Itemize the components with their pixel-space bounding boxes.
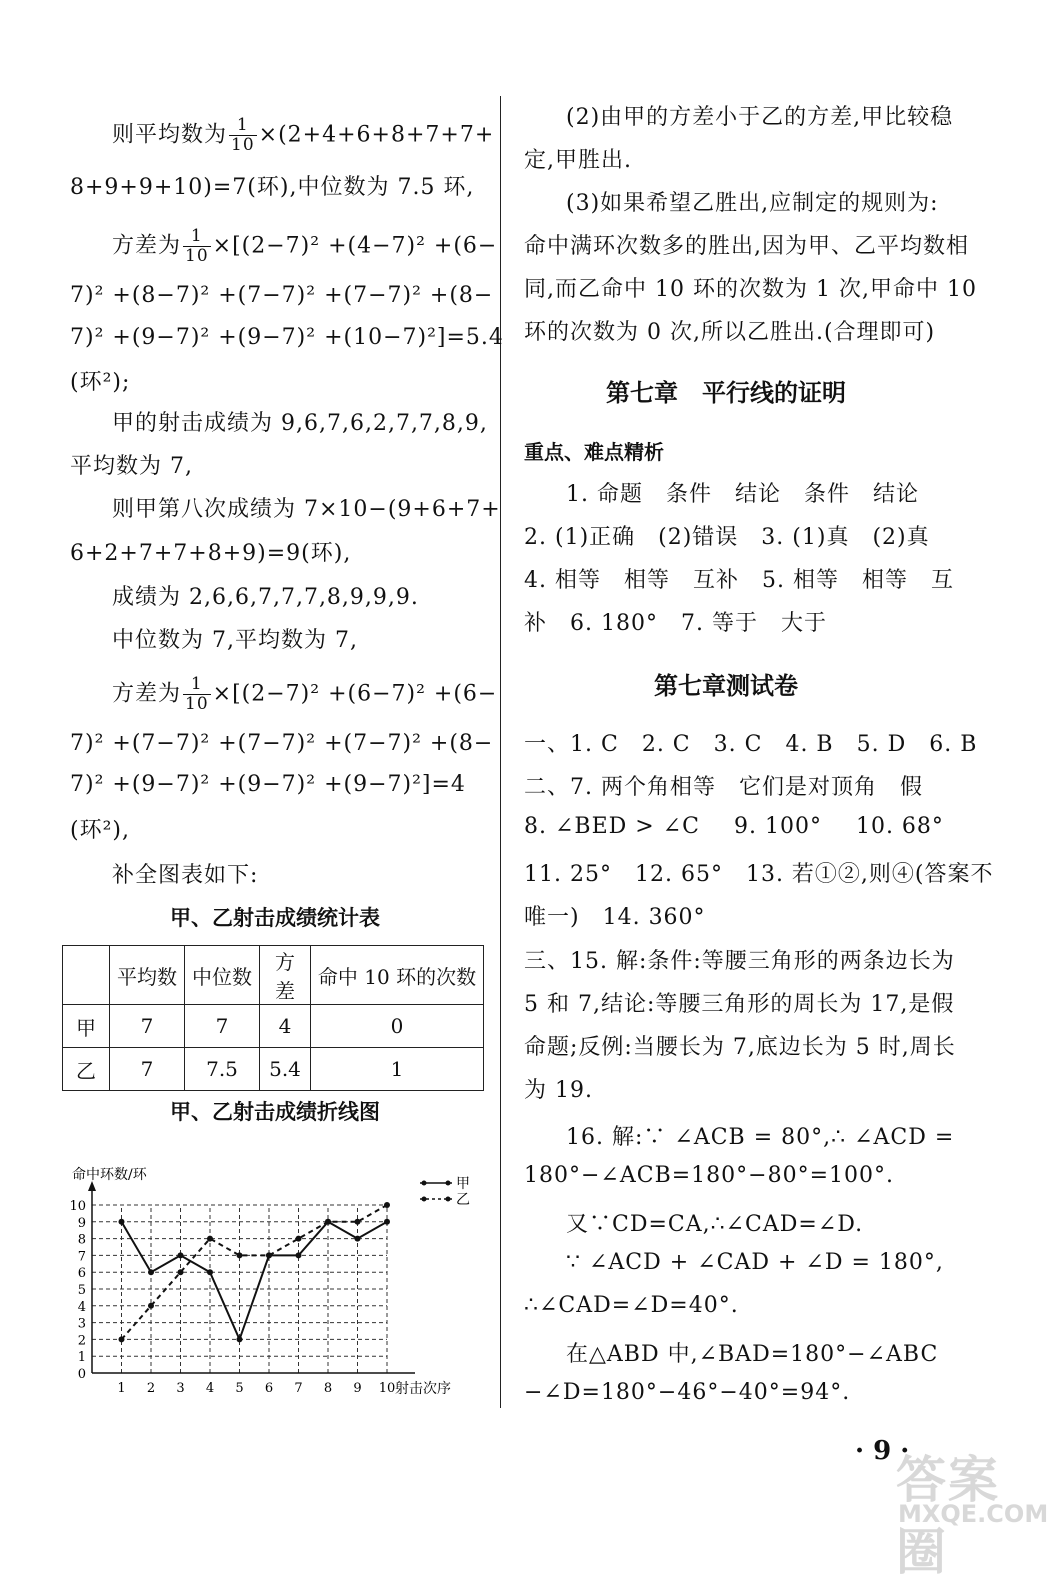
left-line-11: 成绩为 2,6,6,7,7,7,8,9,9,9. <box>112 585 419 610</box>
table-row <box>63 1005 484 1048</box>
legend-marker <box>446 1181 451 1186</box>
right-line-3: (3)如果希望乙胜出,应制定的规则为: <box>566 191 939 216</box>
x-tick-label: 3 <box>176 1381 185 1396</box>
line-chart <box>60 1150 480 1410</box>
left-line-14: 7)² +(7−7)² +(7−7)² +(7−7)² +(8− <box>70 731 494 756</box>
legend-label: 甲 <box>456 1176 470 1192</box>
right-line-k3: 4. 相等 相等 互补 5. 相等 相等 互 <box>524 568 954 593</box>
series-line-甲 <box>122 1222 388 1340</box>
right-line-1: (2)由甲的方差小于乙的方差,甲比较稳 <box>566 105 954 130</box>
right-line-s4: ∵ ∠ACD + ∠CAD + ∠D = 180°, <box>566 1250 944 1275</box>
right-line-4: 命中满环次数多的胜出,因为甲、乙平均数相 <box>524 234 969 259</box>
chart-title: 甲、乙射击成绩折线图 <box>170 1100 380 1124</box>
y-tick-label: 7 <box>77 1249 86 1265</box>
table-cell: 7 <box>110 1005 185 1048</box>
y-tick-label: 1 <box>77 1350 86 1366</box>
table-cell: 甲 <box>63 1005 110 1048</box>
data-point <box>119 1219 125 1225</box>
x-tick-label: 4 <box>205 1381 215 1396</box>
right-line-s3: 又∵CD=CA,∴∠CAD=∠D. <box>566 1212 864 1237</box>
x-axis-label: 射击次序 <box>395 1381 451 1397</box>
right-line-2: 定,甲胜出. <box>524 148 632 173</box>
table-cell: 乙 <box>63 1048 110 1091</box>
left-line-1: 则平均数为 $\frac{1}{10}$ ×(2+4+6+8+7+7+ <box>112 115 495 155</box>
chapter-title: 第七章 平行线的证明 <box>606 379 846 407</box>
table-header-row <box>63 946 484 1005</box>
left-line-7: 甲的射击成绩为 9,6,7,6,2,7,7,8,9, <box>112 411 488 436</box>
legend-label: 乙 <box>456 1192 470 1208</box>
y-tick-label: 8 <box>77 1232 86 1248</box>
table-cell: 4 <box>260 1005 311 1048</box>
y-tick-label: 3 <box>77 1316 86 1332</box>
right-line-5: 同,而乙命中 10 环的次数为 1 次,甲命中 10 <box>524 277 977 302</box>
right-line-t4: 11. 25° 12. 65° 13. 若①②,则④(答案不 <box>524 862 994 887</box>
left-line-4: 7)² +(8−7)² +(7−7)² +(7−7)² +(8− <box>70 283 494 308</box>
data-point <box>178 1252 184 1258</box>
right-line-t7: 5 和 7,结论:等腰三角形的周长为 17,是假 <box>524 992 955 1017</box>
fraction: $\frac{1}{10}$ <box>231 115 255 155</box>
data-point <box>148 1303 154 1309</box>
y-tick-label: 2 <box>77 1333 86 1349</box>
table-cell: 命中 10 环的次数 <box>311 946 484 1005</box>
x-tick-label: 10 <box>378 1381 396 1396</box>
legend-marker <box>422 1181 427 1186</box>
section-heading: 重点、难点精析 <box>524 440 664 464</box>
table-cell: 中位数 <box>185 946 260 1005</box>
right-line-t5: 唯一) 14. 360° <box>524 905 706 930</box>
y-axis-label: 命中环数/环 <box>72 1167 147 1183</box>
fraction: $\frac{1}{10}$ <box>185 226 209 266</box>
right-line-s6: 在△ABD 中,∠BAD=180°−∠ABC <box>566 1342 939 1367</box>
left-line-16: (环²), <box>70 818 130 843</box>
data-point <box>325 1219 331 1225</box>
fraction: $\frac{1}{10}$ <box>185 674 209 714</box>
data-point <box>355 1236 361 1242</box>
legend-marker <box>446 1197 451 1202</box>
x-tick-label: 7 <box>294 1381 303 1396</box>
data-point <box>296 1252 302 1258</box>
column-divider <box>500 96 501 1408</box>
right-line-t6: 三、15. 解:条件:等腰三角形的两条边长为 <box>524 949 955 974</box>
right-line-t8: 命题;反例:当腰长为 7,底边长为 5 时,周长 <box>524 1035 956 1060</box>
left-line-15: 7)² +(9−7)² +(9−7)² +(9−7)²]=4 <box>70 772 466 797</box>
right-line-s2: 180°−∠ACB=180°−80°=100°. <box>524 1163 895 1188</box>
table-row <box>63 1048 484 1091</box>
table-cell: 方差 <box>260 946 311 1005</box>
right-line-t2: 二、7. 两个角相等 它们是对顶角 假 <box>524 775 923 800</box>
right-line-t9: 为 19. <box>524 1078 593 1103</box>
table-cell: 0 <box>311 1005 484 1048</box>
right-line-t3: 8. ∠BED > ∠C 9. 100° 10. 68° <box>524 814 944 839</box>
left-line-2: 8+9+9+10)=7(环),中位数为 7.5 环, <box>70 175 475 200</box>
stats-table <box>62 945 484 1091</box>
y-tick-label: 5 <box>77 1283 86 1298</box>
data-point <box>207 1269 213 1275</box>
left-line-13: 方差为 $\frac{1}{10}$ ×[(2−7)² +(6−7)² +(6− <box>112 674 498 714</box>
watermark-logo: 答案圈 MXQE.COM <box>896 1451 1048 1581</box>
data-point <box>207 1236 213 1242</box>
data-point <box>237 1252 243 1258</box>
data-point <box>266 1252 272 1258</box>
x-tick-label: 6 <box>264 1381 274 1396</box>
right-line-t1: 一、1. C 2. C 3. C 4. B 5. D 6. B <box>524 732 978 757</box>
data-point <box>384 1202 390 1208</box>
x-tick-label: 1 <box>117 1381 126 1396</box>
data-point <box>384 1219 390 1225</box>
y-tick-label: 9 <box>77 1215 86 1231</box>
y-tick-label: 4 <box>77 1299 86 1315</box>
x-tick-label: 8 <box>323 1381 333 1396</box>
table-cell: 7.5 <box>185 1048 260 1091</box>
data-point <box>148 1269 154 1275</box>
right-line-k2: 2. (1)正确 (2)错误 3. (1)真 (2)真 <box>524 525 930 550</box>
right-line-6: 环的次数为 0 次,所以乙胜出.(合理即可) <box>524 320 936 345</box>
left-line-12: 中位数为 7,平均数为 7, <box>112 628 358 653</box>
table-cell: 7 <box>110 1048 185 1091</box>
table-cell: 7 <box>185 1005 260 1048</box>
data-point <box>119 1336 125 1342</box>
left-line-5: 7)² +(9−7)² +(9−7)² +(10−7)²]=5.4 <box>70 325 504 350</box>
y-tick-label: 0 <box>77 1367 86 1382</box>
right-line-k4: 补 6. 180° 7. 等于 大于 <box>524 611 827 636</box>
left-line-9: 则甲第八次成绩为 7×10−(9+6+7+ <box>112 497 501 522</box>
left-line-8: 平均数为 7, <box>70 454 193 479</box>
left-line-3: 方差为 $\frac{1}{10}$ ×[(2−7)² +(4−7)² +(6− <box>112 226 498 266</box>
data-point <box>296 1236 302 1242</box>
x-tick-label: 5 <box>235 1381 244 1396</box>
right-line-s7: −∠D=180°−46°−40°=94°. <box>524 1380 851 1405</box>
page-number: · 9 · <box>855 1436 910 1466</box>
left-line-6: (环²); <box>70 370 131 395</box>
table-cell: 平均数 <box>110 946 185 1005</box>
x-tick-label: 9 <box>353 1381 362 1396</box>
data-point <box>237 1336 243 1342</box>
legend-marker <box>422 1197 427 1202</box>
data-point <box>355 1219 361 1225</box>
left-line-10: 6+2+7+7+8+9)=9(环), <box>70 541 352 566</box>
left-line-17: 补全图表如下: <box>112 863 259 888</box>
y-tick-label: 6 <box>77 1266 86 1282</box>
table-cell: 5.4 <box>260 1048 311 1091</box>
right-line-s5: ∴∠CAD=∠D=40°. <box>524 1293 739 1318</box>
test-title: 第七章测试卷 <box>654 672 798 700</box>
right-line-k1: 1. 命题 条件 结论 条件 结论 <box>566 482 919 507</box>
table-title: 甲、乙射击成绩统计表 <box>170 906 380 930</box>
table-cell: 1 <box>311 1048 484 1091</box>
y-tick-label: 10 <box>69 1199 86 1214</box>
data-point <box>178 1269 184 1275</box>
right-line-s1: 16. 解:∵ ∠ACB = 80°,∴ ∠ACD = <box>566 1125 955 1150</box>
table-cell <box>63 946 110 1005</box>
x-tick-label: 2 <box>146 1381 156 1396</box>
